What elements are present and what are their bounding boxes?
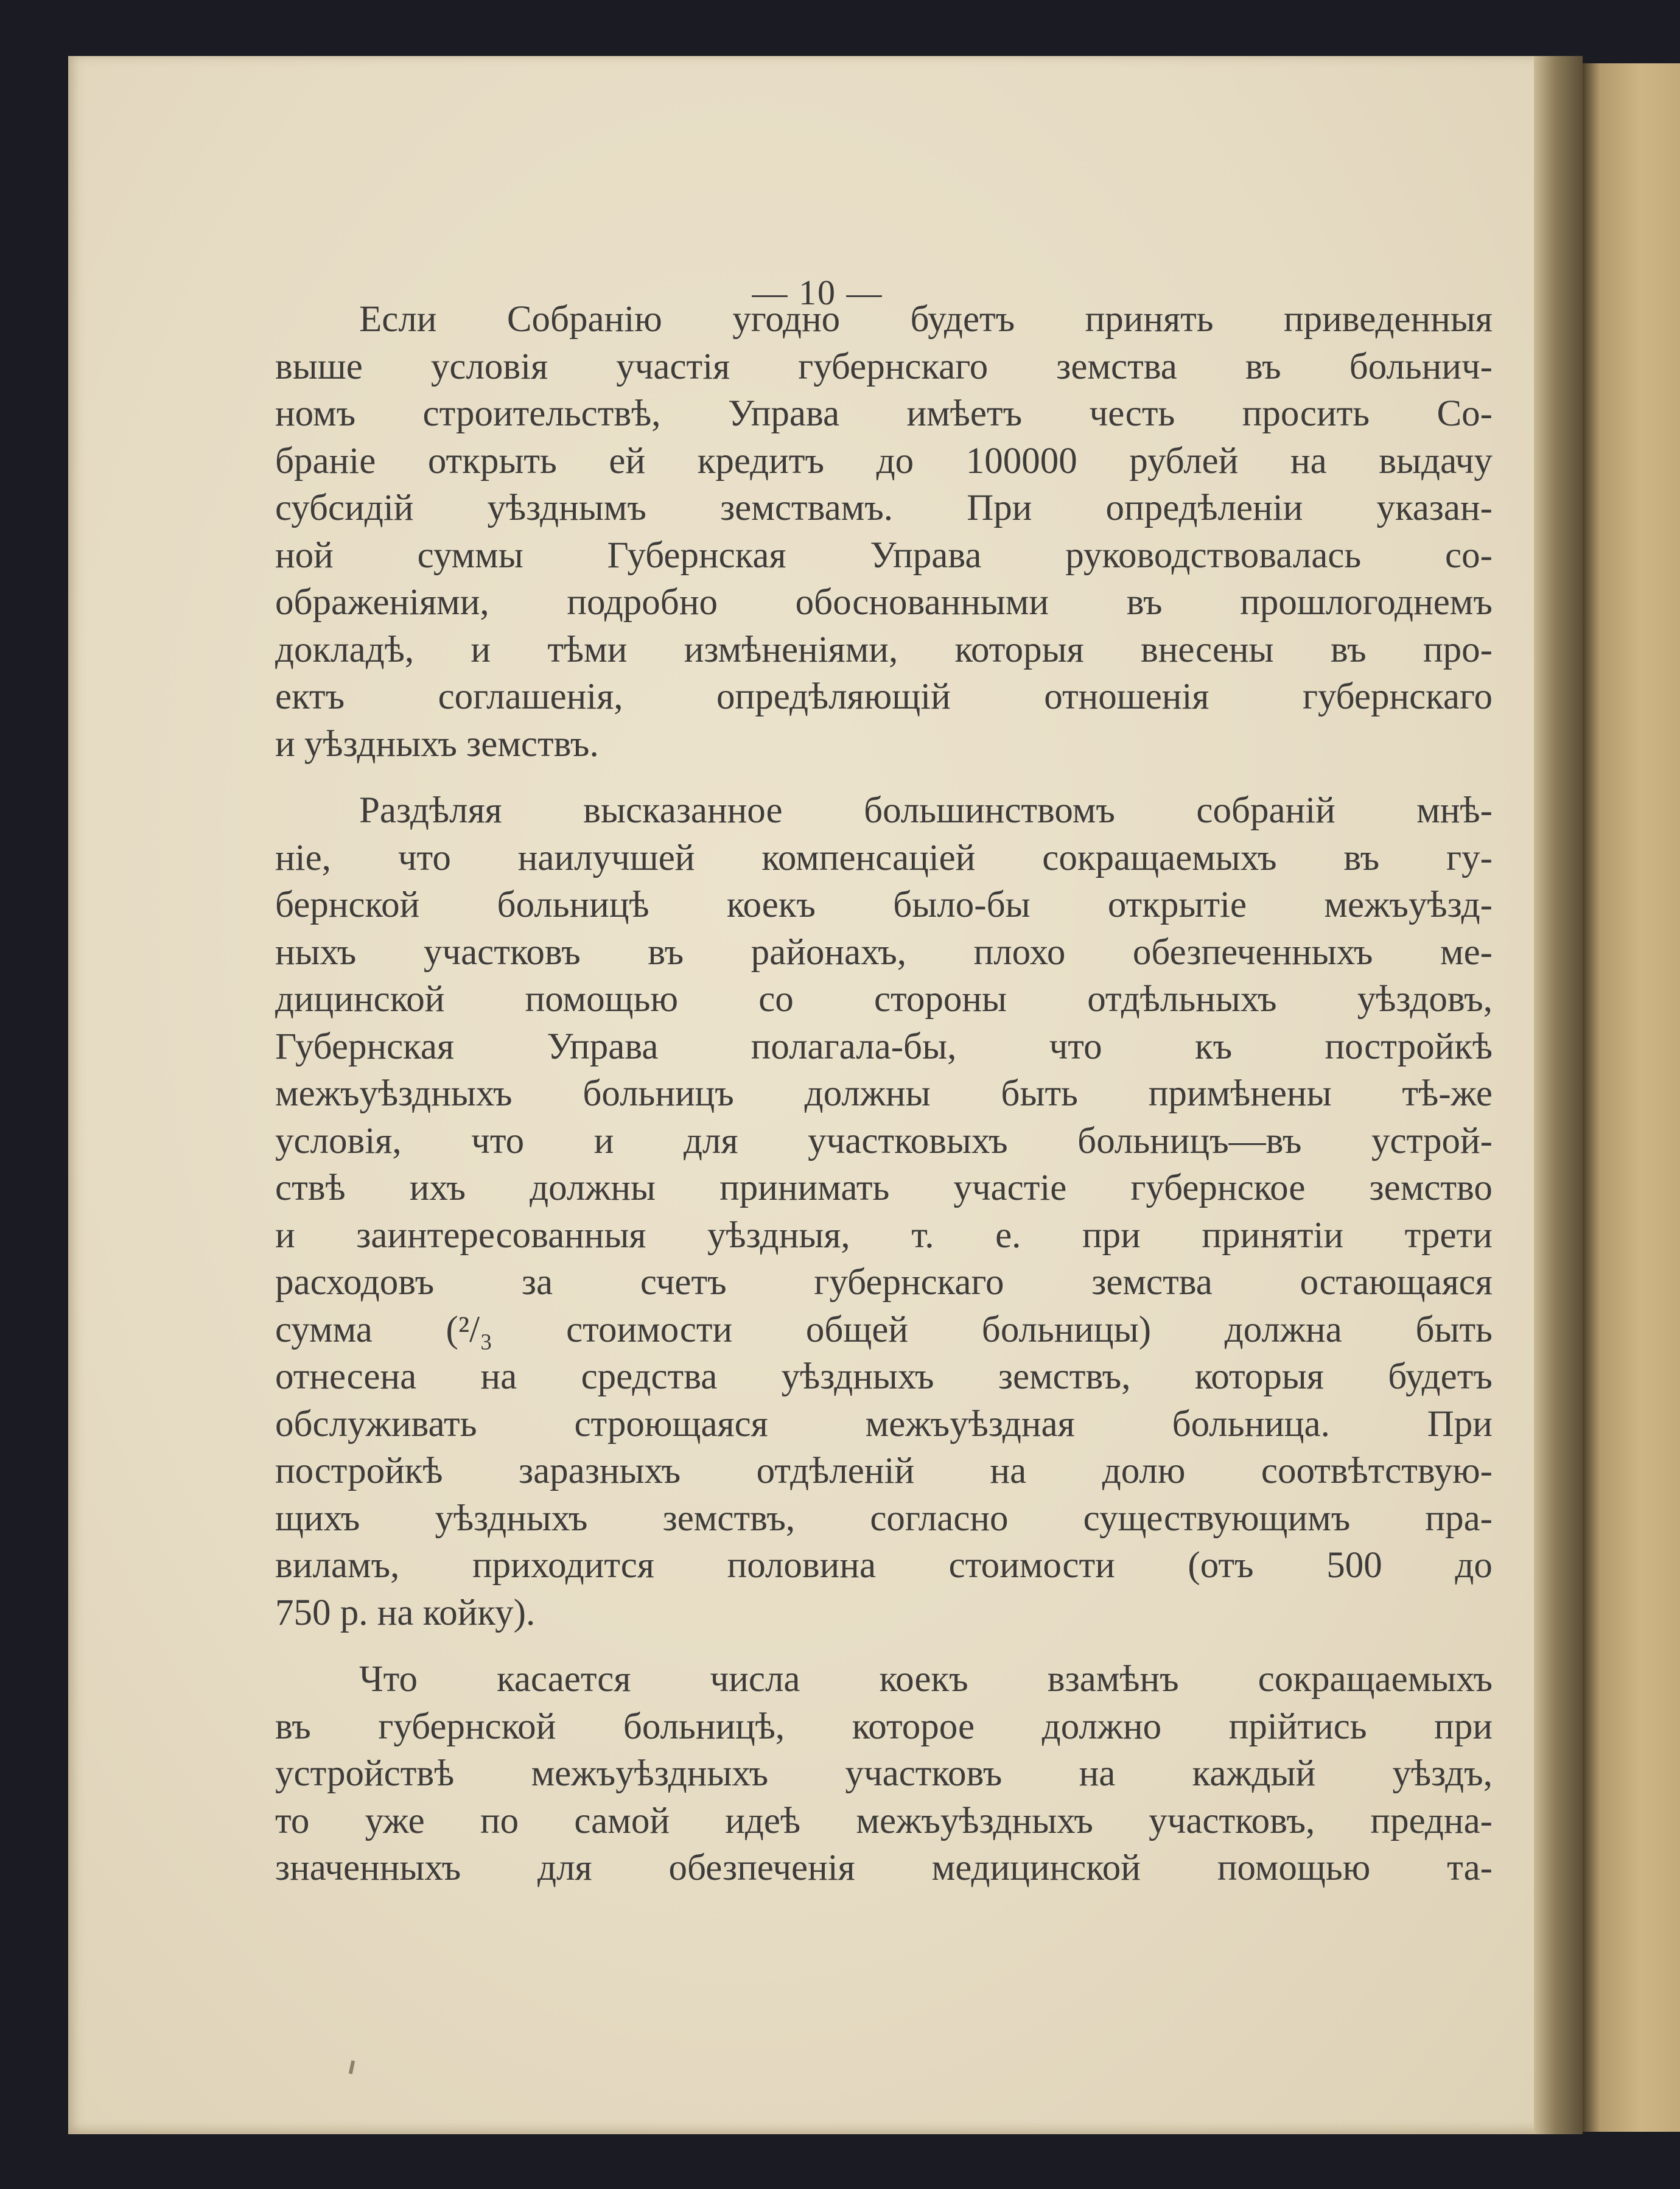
text-line: докладѣ, и тѣми измѣненіями, которыя внесены въ про-	[275, 629, 1493, 670]
text-line: устройствѣ межъуѣздныхъ участковъ на каждый уѣздъ,	[275, 1753, 1493, 1794]
text-line: Раздѣляя высказанное большинствомъ собраній мнѣ-	[359, 790, 1493, 831]
text-line: Губернская Управа полагала-бы, что къ постройкѣ	[275, 1026, 1493, 1067]
text-line: межъуѣздныхъ больницъ должны быть примѣнены тѣ-же	[275, 1073, 1493, 1114]
text-line: 750 р. на койку).	[275, 1592, 536, 1633]
text-line: отнесена на средства уѣздныхъ земствъ, которыя будетъ	[275, 1356, 1493, 1397]
text-line: сумма (²/₃ стоимости общей больницы) должна быть	[275, 1309, 1493, 1350]
text-line: выше условія участія губернскаго земства въ больнич-	[275, 346, 1493, 387]
text-line: Что касается числа коекъ взамѣнъ сокращаемыхъ	[359, 1659, 1493, 1700]
text-line: постройкѣ заразныхъ отдѣленій на долю соотвѣтствую-	[275, 1451, 1493, 1491]
text-line: ніе, что наилучшей компенсаціей сокращаемыхъ въ гу-	[275, 837, 1493, 878]
text-line: то уже по самой идеѣ межъуѣздныхъ участковъ, предна-	[275, 1800, 1493, 1841]
page-number: — 10 —	[752, 273, 883, 312]
text-line: бернской больницѣ коекъ было-бы открытіе межъуѣзд-	[275, 884, 1493, 925]
text-line: обслуживать строющаяся межъуѣздная больница. При	[275, 1403, 1493, 1445]
text-line: и заинтересованныя уѣздныя, т. е. при принятіи трети	[275, 1214, 1493, 1256]
text-line: ектъ соглашенія, опредѣляющій отношенія губернскаго	[275, 676, 1493, 717]
text-line: номъ строительствѣ, Управа имѣетъ честь просить Со-	[275, 393, 1493, 434]
text-line: значенныхъ для обезпеченія медицинской помощью та-	[275, 1848, 1493, 1888]
text-line: условія, что и для участковыхъ больницъ—въ устрой-	[275, 1120, 1493, 1161]
text-line: Если Собранію угодно будетъ принять приведенныя	[359, 299, 1493, 340]
text-line: субсидій уѣзднымъ земствамъ. При опредѣленіи указан-	[275, 488, 1493, 528]
text-line: и уѣздныхъ земствъ.	[275, 723, 599, 765]
text-line: ображеніями, подробно обоснованными въ прошлогоднемъ	[275, 582, 1493, 623]
text-line: дицинской помощью со стороны отдѣльныхъ уѣздовъ,	[275, 979, 1493, 1020]
paragraph	[275, 1656, 1493, 1892]
text-line: виламъ, приходится половина стоимости (отъ 500 до	[275, 1545, 1493, 1586]
text-line: ныхъ участковъ въ районахъ, плохо обезпеченныхъ ме-	[275, 931, 1493, 973]
page-body-text	[275, 296, 1493, 1892]
paragraph	[275, 296, 1493, 768]
paragraph	[275, 787, 1493, 1636]
text-line: щихъ уѣздныхъ земствъ, согласно существующимъ пра-	[275, 1497, 1493, 1539]
text-line: браніе открыть ей кредитъ до 100000 рублей на выдачу	[275, 440, 1493, 482]
book-spine-shadow	[1534, 56, 1583, 2134]
text-line: ствѣ ихъ должны принимать участіе губернское земство	[275, 1168, 1493, 1208]
text-line: расходовъ за счетъ губернскаго земства остающаяся	[275, 1262, 1493, 1303]
adjacent-page-edge	[1583, 63, 1680, 2132]
text-line: ной суммы Губернская Управа руководствовалась со-	[275, 534, 1493, 576]
text-line: въ губернской больницѣ, которое должно прійтись при	[275, 1706, 1493, 1747]
